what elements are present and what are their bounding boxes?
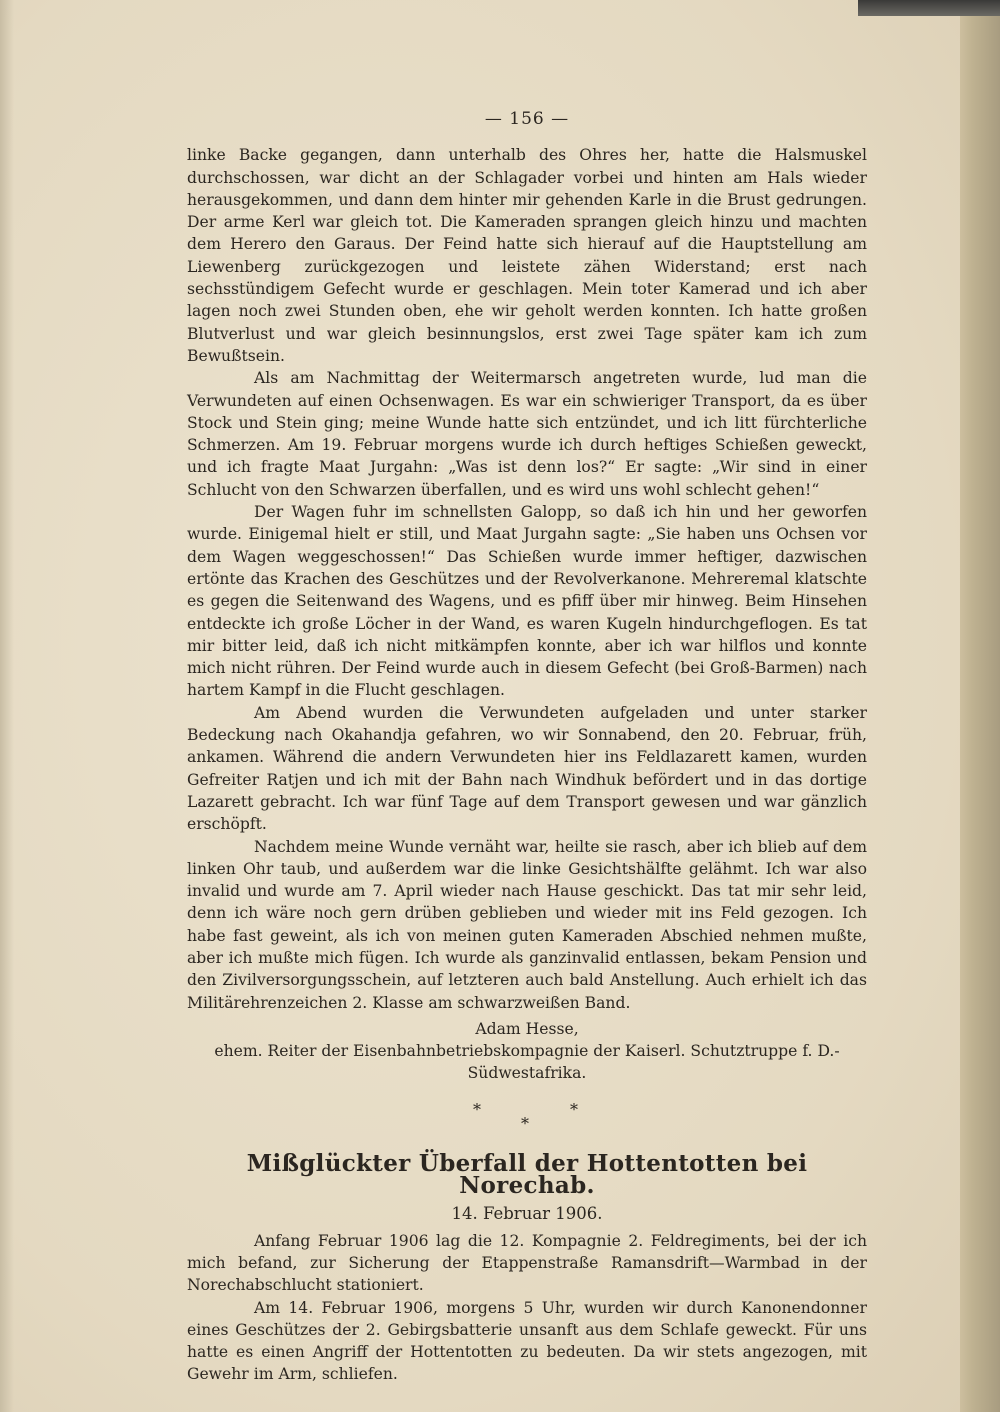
section-title: Mißglückter Überfall der Hottentotten bei Norechab. (246, 1149, 808, 1200)
section-separator (187, 1099, 867, 1139)
paragraph: Am Abend wurden die Verwundeten aufgeladen und unter starker Bedeckung nach Okahandja gefahren, wo wir Sonnabend, den 20. Februar, früh, ankamen. Während die andern Verwundeten hier ins Feldlazarett kamen, wurden Gefreiter Ratjen und ich mit der Bahn nach Windhuk befördert und in das dortige Lazarett gebracht. Ich war fünf Tage auf dem Transport gewesen und war gänzlich erschöpft. (187, 703, 867, 834)
scanner-strip (858, 0, 1000, 16)
paragraph: Als am Nachmittag der Weitermarsch angetreten wurde, lud man die Verwundeten auf einen Ochsenwagen. Es war ein schwieriger Transport, da es über Stock und Stein ging; meine Wunde hatte sich entzündet, und ich litt fürchterliche Schmerzen. Am 19. Februar morgens wurde ich durch heftiges Schießen geweckt, und ich fragte Maat Jurgahn: „Was ist denn los?“ Er sagte: „Wir sind in einer Schlucht von den Schwarzen überfallen, und es wird uns wohl schlecht gehen!“ (187, 369, 867, 499)
paragraph: Am 14. Februar 1906, morgens 5 Uhr, wurden wir durch Kanonendonner eines Geschützes der 2. Gebirgsbatterie unsanft aus dem Schlafe geweckt. Für uns hatte es einen Angriff der Hottentotten zu bedeuten. Da wir stets angezogen, mit Gewehr im Arm, schliefen. (187, 1298, 867, 1384)
paragraph: Nachdem meine Wunde vernäht war, heilte sie rasch, aber ich blieb auf dem linken Ohr taub, und außerdem war die linke Gesichtshälfte gelähmt. Ich war also invalid und wurde am 7. April wieder nach Hause geschickt. Das tat mir sehr leid, denn ich wäre noch gern drüben geblieben und wieder mit ins Feld gezogen. Ich habe fast geweint, als ich von meinen guten Kameraden Abschied nehmen mußte, aber ich mußte mich fügen. Ich wurde als ganzinvalid entlassen, bekam Pension und den Zivilversorgungsschein, auf letzteren auch bald Anstellung. Auch erhielt ich das Militärehrenzeichen 2. Klasse am schwarzweißen Band. (187, 837, 867, 1012)
spine-shadow (0, 0, 14, 1412)
page-number: — 156 — (484, 109, 570, 129)
separator-star: * (570, 1099, 578, 1119)
page-content (187, 108, 867, 1386)
signature-role: ehem. Reiter der Eisenbahnbetriebskompagnie der Kaiserl. Schutztruppe f. D.-Südwestafrika. (214, 1042, 840, 1083)
separator-star: * (473, 1099, 481, 1119)
paragraph: Der Wagen fuhr im schnellsten Galopp, so daß ich hin und her geworfen wurde. Einigemal hielt er still, und Maat Jurgahn sagte: „Sie haben uns Ochsen vor dem Wagen weggeschossen!“ Das Schießen wurde immer heftiger, dazwischen ertönte das Krachen des Geschützes und der Revolverkanone. Mehreremal klatschte es gegen die Seitenwand des Wagens, und es pfiff über mir hinweg. Beim Hinsehen entdeckte ich große Löcher in der Wand, es waren Kugeln hindurchgeflogen. Es tat mir bitter leid, daß ich nicht mitkämpfen konnte, aber ich war hilflos und konnte mich nicht rühren. Der Feind wurde auch in diesem Gefecht (bei Groß-Barmen) nach hartem Kampf in die Flucht geschlagen. (187, 503, 867, 700)
page-edge (960, 0, 1000, 1412)
signature-name: Adam Hesse, (475, 1019, 579, 1038)
separator-star: * (521, 1113, 529, 1133)
paragraph: Anfang Februar 1906 lag die 12. Kompagnie 2. Feldregiments, bei der ich mich befand, zur Sicherung der Etappenstraße Ramansdrift—Warmbad in der Norechabschlucht stationiert. (187, 1231, 867, 1295)
paragraph: linke Backe gegangen, dann unterhalb des Ohres her, hatte die Halsmuskel durchschossen, war dicht an der Schlagader vorbei und hinten am Hals wieder herausgekommen, und dann dem hinter mir gehenden Karle in die Brust gedrungen. Der arme Kerl war gleich tot. Die Kameraden sprangen gleich hinzu und machten dem Herero den Garaus. Der Feind hatte sich hierauf auf die Hauptstellung am Liewenberg zurückgezogen und leistete zähen Widerstand; erst nach sechsstündigem Gefecht wurde er geschlagen. Mein toter Kamerad und ich aber lagen noch zwei Stunden oben, ehe wir geholt werden konnten. Ich hatte großen Blutverlust und war gleich besinnungslos, erst zwei Tage später kam ich zum Bewußtsein. (187, 146, 867, 365)
section-date: 14. Februar 1906. (451, 1204, 603, 1224)
